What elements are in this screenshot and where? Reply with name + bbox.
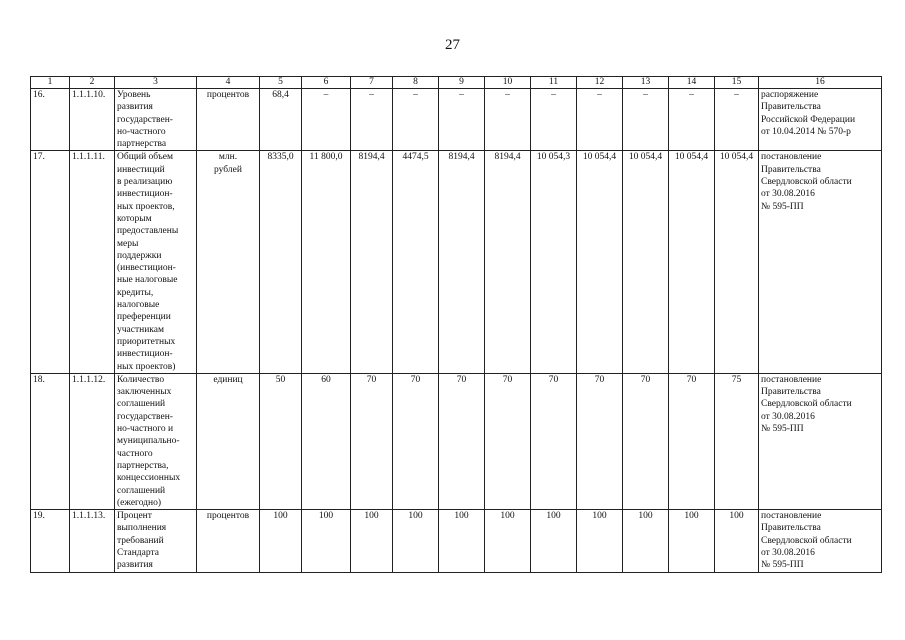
value-cell: 100 — [715, 510, 759, 572]
value-cell: 8194,4 — [485, 151, 531, 373]
value-cell: 11 800,0 — [302, 151, 351, 373]
unit-cell: единиц — [197, 373, 260, 509]
value-cell: 100 — [260, 510, 302, 572]
value-cell: 4474,5 — [393, 151, 439, 373]
value-cell: 100 — [669, 510, 715, 572]
table-row — [31, 151, 882, 373]
value-cell: 70 — [439, 373, 485, 509]
row-code: 1.1.1.12. — [70, 373, 115, 509]
value-cell: – — [577, 89, 623, 151]
value-cell: – — [351, 89, 393, 151]
header-cell: 7 — [351, 77, 393, 89]
unit-cell: процентов — [197, 510, 260, 572]
row-code: 1.1.1.13. — [70, 510, 115, 572]
value-cell: 10 054,4 — [623, 151, 669, 373]
value-cell: 100 — [623, 510, 669, 572]
header-cell: 4 — [197, 77, 260, 89]
value-cell: 8194,4 — [351, 151, 393, 373]
table-row — [31, 510, 882, 572]
value-cell: 70 — [485, 373, 531, 509]
value-cell: 70 — [531, 373, 577, 509]
header-cell: 13 — [623, 77, 669, 89]
value-cell: – — [669, 89, 715, 151]
value-cell: 70 — [577, 373, 623, 509]
unit-cell: млн. рублей — [197, 151, 260, 373]
value-cell: 100 — [351, 510, 393, 572]
value-cell: – — [485, 89, 531, 151]
value-cell: 50 — [260, 373, 302, 509]
value-cell: 100 — [439, 510, 485, 572]
source-document: постановление Правительства Свердловской области от 30.08.2016 № 595-ПП — [759, 151, 882, 373]
unit-cell: процентов — [197, 89, 260, 151]
value-cell: – — [715, 89, 759, 151]
row-number: 18. — [31, 373, 70, 509]
value-cell: – — [439, 89, 485, 151]
value-cell: 10 054,4 — [577, 151, 623, 373]
value-cell: 70 — [623, 373, 669, 509]
value-cell: 70 — [351, 373, 393, 509]
header-cell: 12 — [577, 77, 623, 89]
source-document: постановление Правительства Свердловской области от 30.08.2016 № 595-ПП — [759, 510, 882, 572]
value-cell: 100 — [393, 510, 439, 572]
row-code: 1.1.1.11. — [70, 151, 115, 373]
value-cell: – — [531, 89, 577, 151]
header-row — [31, 77, 882, 89]
value-cell: 100 — [485, 510, 531, 572]
value-cell: 68,4 — [260, 89, 302, 151]
indicator-name: Общий объем инвестиций в реализацию инвестицион- ных проектов, которым предоставлены меры поддержки (инвестицион- ные налоговые кредиты, налоговые преференции участникам приоритетных инвестицион- ных проектов) — [115, 151, 197, 373]
row-code: 1.1.1.10. — [70, 89, 115, 151]
header-cell: 14 — [669, 77, 715, 89]
value-cell: – — [623, 89, 669, 151]
value-cell: 100 — [302, 510, 351, 572]
table-row — [31, 373, 882, 509]
value-cell: 8335,0 — [260, 151, 302, 373]
value-cell: – — [393, 89, 439, 151]
indicator-name: Уровень развития государствен- но-частного партнерства — [115, 89, 197, 151]
header-cell: 8 — [393, 77, 439, 89]
value-cell: 10 054,4 — [669, 151, 715, 373]
header-cell: 10 — [485, 77, 531, 89]
page-number: 27 — [445, 37, 460, 53]
header-cell: 6 — [302, 77, 351, 89]
table-row — [31, 89, 882, 151]
header-cell: 3 — [115, 77, 197, 89]
value-cell: 100 — [531, 510, 577, 572]
value-cell: 10 054,3 — [531, 151, 577, 373]
value-cell: 60 — [302, 373, 351, 509]
row-number: 16. — [31, 89, 70, 151]
header-cell: 9 — [439, 77, 485, 89]
source-document: распоряжение Правительства Российской Федерации от 10.04.2014 № 570-р — [759, 89, 882, 151]
value-cell: 100 — [577, 510, 623, 572]
header-cell: 5 — [260, 77, 302, 89]
indicators-table — [30, 76, 882, 573]
value-cell: – — [302, 89, 351, 151]
indicator-name: Процент выполнения требований Стандарта развития — [115, 510, 197, 572]
value-cell: 8194,4 — [439, 151, 485, 373]
value-cell: 70 — [669, 373, 715, 509]
row-number: 19. — [31, 510, 70, 572]
row-number: 17. — [31, 151, 70, 373]
value-cell: 75 — [715, 373, 759, 509]
header-cell: 2 — [70, 77, 115, 89]
value-cell: 70 — [393, 373, 439, 509]
header-cell: 1 — [31, 77, 70, 89]
header-cell: 15 — [715, 77, 759, 89]
source-document: постановление Правительства Свердловской области от 30.08.2016 № 595-ПП — [759, 373, 882, 509]
value-cell: 10 054,4 — [715, 151, 759, 373]
header-cell: 11 — [531, 77, 577, 89]
indicator-name: Количество заключенных соглашений государствен- но-частного и муниципально- частного партнерства, концессионных соглашений (ежегодно) — [115, 373, 197, 509]
header-cell: 16 — [759, 77, 882, 89]
